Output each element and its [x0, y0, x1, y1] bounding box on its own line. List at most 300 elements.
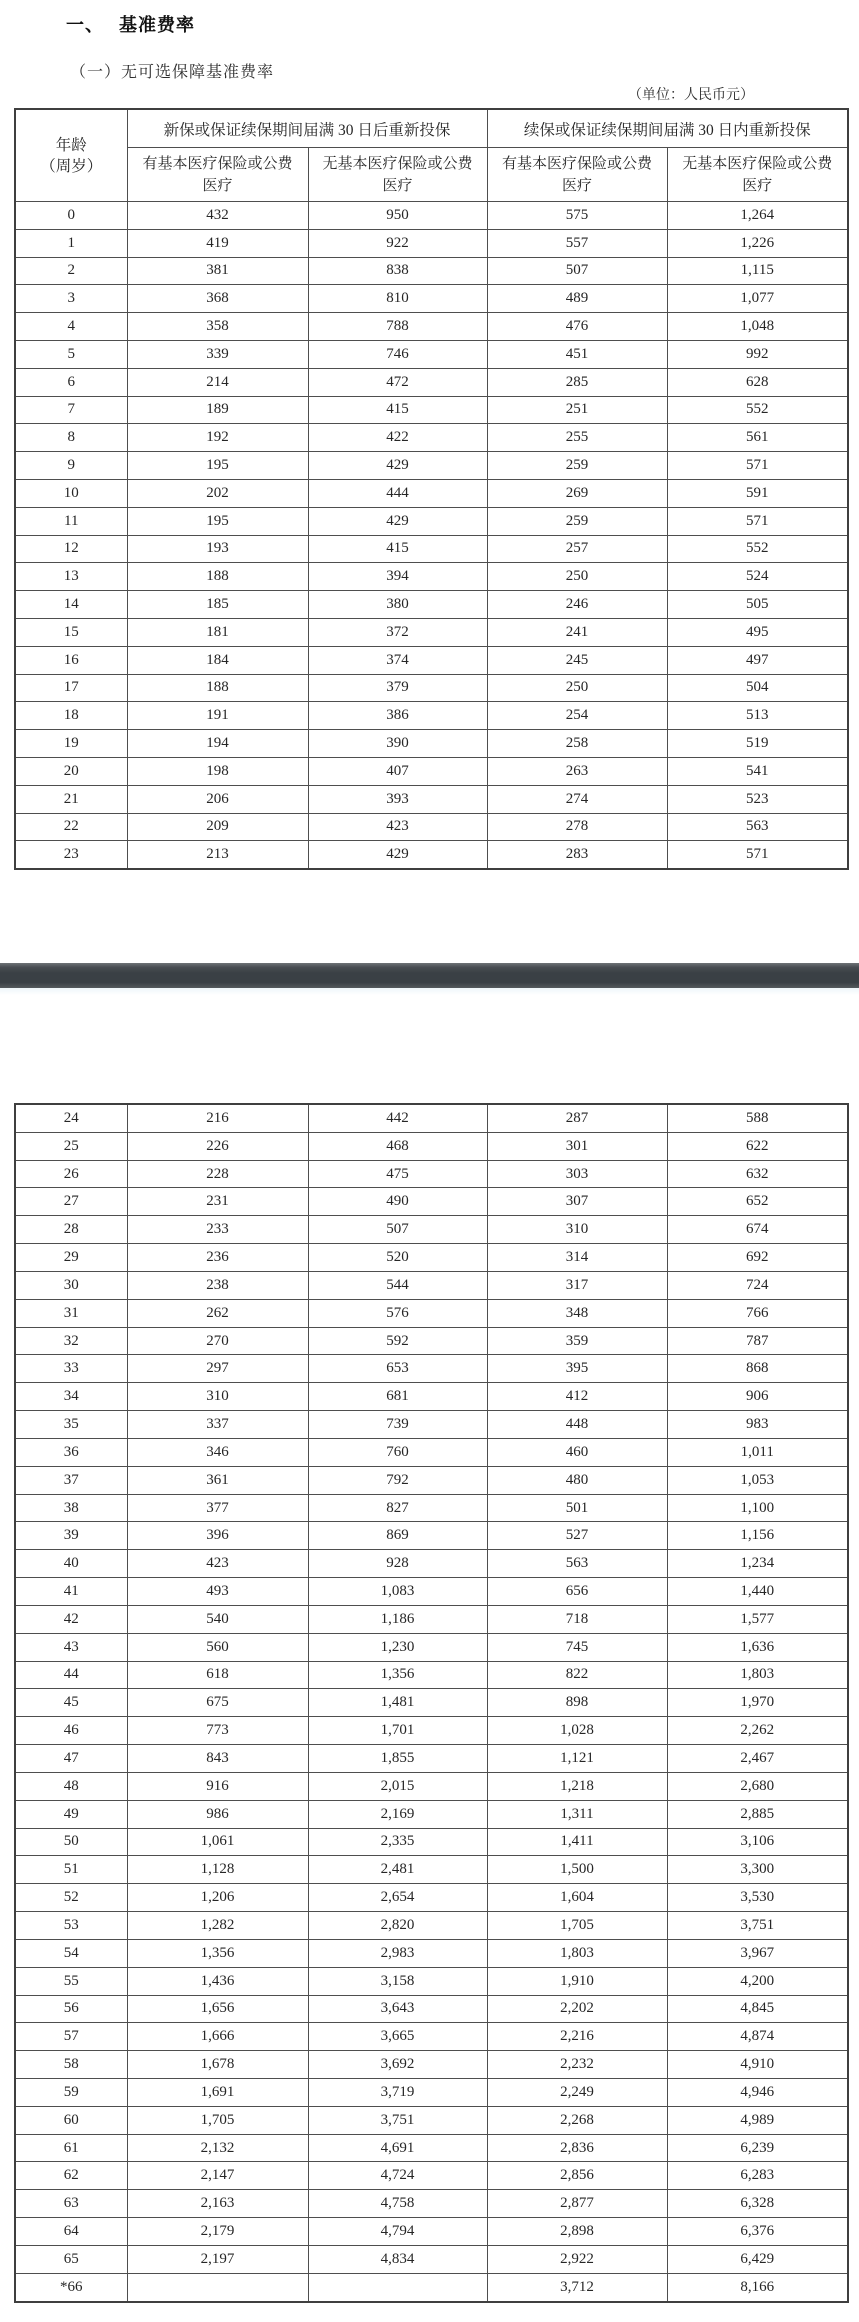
rate-cell: 3,719	[308, 2078, 487, 2106]
rate-cell: 2,132	[127, 2134, 308, 2162]
age-cell: 6	[15, 368, 127, 396]
rate-cell: 843	[127, 1745, 308, 1773]
rate-cell: 394	[308, 563, 487, 591]
rate-cell: 1,128	[127, 1856, 308, 1884]
age-cell: 50	[15, 1828, 127, 1856]
rate-cell: 2,836	[487, 2134, 667, 2162]
age-cell: 31	[15, 1299, 127, 1327]
rate-cell: 1,803	[487, 1939, 667, 1967]
rate-cell: 1,218	[487, 1772, 667, 1800]
age-cell: 37	[15, 1466, 127, 1494]
table-row	[15, 1772, 848, 1800]
rate-cell: 4,794	[308, 2218, 487, 2246]
rate-cell: 213	[127, 841, 308, 869]
table-row	[15, 1411, 848, 1439]
rate-cell: 460	[487, 1438, 667, 1466]
rate-cell: 6,429	[667, 2245, 848, 2273]
age-cell: 46	[15, 1717, 127, 1745]
age-cell: 59	[15, 2078, 127, 2106]
rate-cell: 6,239	[667, 2134, 848, 2162]
table-row	[15, 1745, 848, 1773]
table-row	[15, 1578, 848, 1606]
age-cell: 21	[15, 785, 127, 813]
rate-cell: 283	[487, 841, 667, 869]
age-cell: 58	[15, 2051, 127, 2079]
rate-cell: 3,643	[308, 1995, 487, 2023]
rate-cell: 257	[487, 535, 667, 563]
rate-cell: 310	[487, 1216, 667, 1244]
rate-cell: 419	[127, 229, 308, 257]
rate-cell: 226	[127, 1132, 308, 1160]
rate-cell: 718	[487, 1605, 667, 1633]
rate-cell: 675	[127, 1689, 308, 1717]
rate-cell: 6,376	[667, 2218, 848, 2246]
header-sub-row	[15, 148, 848, 202]
rate-cell: 541	[667, 757, 848, 785]
rate-cell: 3,106	[667, 1828, 848, 1856]
rate-cell: 194	[127, 730, 308, 758]
table-row	[15, 2023, 848, 2051]
rate-cell: 2,983	[308, 1939, 487, 1967]
rate-cell: 497	[667, 646, 848, 674]
age-cell: 33	[15, 1355, 127, 1383]
rate-cell: 544	[308, 1271, 487, 1299]
rate-cell: 379	[308, 674, 487, 702]
rate-cell: 766	[667, 1299, 848, 1327]
age-cell: 23	[15, 841, 127, 869]
rate-cell: 787	[667, 1327, 848, 1355]
rate-cell: 2,163	[127, 2190, 308, 2218]
age-cell: 27	[15, 1188, 127, 1216]
rate-cell: 2,262	[667, 1717, 848, 1745]
rate-cell: 422	[308, 424, 487, 452]
rate-cell: 6,283	[667, 2162, 848, 2190]
rate-cell: 233	[127, 1216, 308, 1244]
age-cell: 41	[15, 1578, 127, 1606]
rate-cell: 3,665	[308, 2023, 487, 2051]
rate-cell: 2,877	[487, 2190, 667, 2218]
rate-cell: 540	[127, 1605, 308, 1633]
age-cell: 16	[15, 646, 127, 674]
rate-cell: 1,436	[127, 1967, 308, 1995]
table-row	[15, 1355, 848, 1383]
rate-cell: 246	[487, 591, 667, 619]
table-row	[15, 1271, 848, 1299]
rate-cell: 1,500	[487, 1856, 667, 1884]
rate-cell: 2,147	[127, 2162, 308, 2190]
rate-cell: 1,077	[667, 285, 848, 313]
section-number: 一、	[66, 15, 104, 35]
rate-cell: 415	[308, 535, 487, 563]
table-row	[15, 1689, 848, 1717]
rate-cell: 1,264	[667, 202, 848, 230]
table-row	[15, 1438, 848, 1466]
table-row	[15, 785, 848, 813]
age-cell: 28	[15, 1216, 127, 1244]
age-cell: 61	[15, 2134, 127, 2162]
rate-cell: 1,577	[667, 1605, 848, 1633]
rate-cell: 916	[127, 1772, 308, 1800]
age-cell: 51	[15, 1856, 127, 1884]
table-row	[15, 1800, 848, 1828]
rate-cell: 216	[127, 1104, 308, 1132]
age-cell: 4	[15, 313, 127, 341]
age-cell: 3	[15, 285, 127, 313]
rate-cell: 1,186	[308, 1605, 487, 1633]
rate-cell: 869	[308, 1522, 487, 1550]
rate-cell: 214	[127, 368, 308, 396]
rate-cell: 1,440	[667, 1578, 848, 1606]
age-cell: 13	[15, 563, 127, 591]
rate-cell: 4,910	[667, 2051, 848, 2079]
rate-cell: 563	[667, 813, 848, 841]
rate-cell: 184	[127, 646, 308, 674]
rate-cell: 361	[127, 1466, 308, 1494]
rate-cell: 209	[127, 813, 308, 841]
rate-cell: 571	[667, 452, 848, 480]
age-cell: 14	[15, 591, 127, 619]
rate-cell: 2,856	[487, 2162, 667, 2190]
table-row	[15, 702, 848, 730]
rate-cell: 263	[487, 757, 667, 785]
age-cell: 12	[15, 535, 127, 563]
rate-cell: 4,834	[308, 2245, 487, 2273]
age-label-line1: 年龄	[55, 136, 87, 154]
rate-cell: 1,121	[487, 1745, 667, 1773]
rate-cell: 310	[127, 1383, 308, 1411]
rate-cell: 746	[308, 340, 487, 368]
rate-cell: 4,989	[667, 2106, 848, 2134]
unit-note: （单位：人民币元）	[628, 88, 754, 103]
rate-cell: 507	[308, 1216, 487, 1244]
rate-cell: 285	[487, 368, 667, 396]
rate-cell: 4,200	[667, 1967, 848, 1995]
table-body-page1	[15, 202, 848, 870]
rate-cell: 255	[487, 424, 667, 452]
age-cell: 39	[15, 1522, 127, 1550]
table-header	[15, 109, 848, 202]
age-cell: 15	[15, 618, 127, 646]
table-body-page2	[15, 1104, 848, 2302]
age-cell: 29	[15, 1244, 127, 1272]
rate-cell	[127, 2273, 308, 2301]
table-row	[15, 1828, 848, 1856]
table-row	[15, 1550, 848, 1578]
rate-cell: 868	[667, 1355, 848, 1383]
rate-cell: 822	[487, 1661, 667, 1689]
rate-cell: 4,845	[667, 1995, 848, 2023]
rate-cell: 1,048	[667, 313, 848, 341]
rate-cell: 571	[667, 841, 848, 869]
table-row	[15, 424, 848, 452]
rate-cell: 395	[487, 1355, 667, 1383]
age-cell: 55	[15, 1967, 127, 1995]
rate-cell: 1,061	[127, 1828, 308, 1856]
subheader-without-insurance-1: 无基本医疗保险或公费医疗	[308, 148, 487, 202]
rate-cell: 270	[127, 1327, 308, 1355]
table-row	[15, 618, 848, 646]
rate-cell: 1,011	[667, 1438, 848, 1466]
age-cell: 49	[15, 1800, 127, 1828]
pdf-page-separator-shadow	[0, 988, 859, 995]
rate-cell: 561	[667, 424, 848, 452]
rate-cell: 195	[127, 507, 308, 535]
rate-cell: 501	[487, 1494, 667, 1522]
age-cell: 18	[15, 702, 127, 730]
rate-cell: 259	[487, 507, 667, 535]
rate-cell: 2,654	[308, 1884, 487, 1912]
rate-cell: 191	[127, 702, 308, 730]
rate-cell: 423	[127, 1550, 308, 1578]
age-label-line2: （周岁）	[40, 157, 103, 175]
rate-cell: 504	[667, 674, 848, 702]
rate-cell: 346	[127, 1438, 308, 1466]
table-row	[15, 1717, 848, 1745]
rate-cell: 2,202	[487, 1995, 667, 2023]
rate-cell: 476	[487, 313, 667, 341]
rate-cell: 423	[308, 813, 487, 841]
rate-cell: 950	[308, 202, 487, 230]
age-cell: 57	[15, 2023, 127, 2051]
rate-cell: 1,356	[127, 1939, 308, 1967]
rate-cell: 2,268	[487, 2106, 667, 2134]
table-row	[15, 1856, 848, 1884]
table-row	[15, 1244, 848, 1272]
rate-cell: 181	[127, 618, 308, 646]
rate-cell: 2,179	[127, 2218, 308, 2246]
rate-cell: 4,946	[667, 2078, 848, 2106]
age-cell: 34	[15, 1383, 127, 1411]
table-row	[15, 507, 848, 535]
rate-cell: 429	[308, 452, 487, 480]
table-row	[15, 813, 848, 841]
rate-cell: 193	[127, 535, 308, 563]
rate-cell: 269	[487, 479, 667, 507]
rate-cell: 1,156	[667, 1522, 848, 1550]
rate-cell: 552	[667, 396, 848, 424]
rate-cell: 792	[308, 1466, 487, 1494]
header-group-new-policy: 新保或保证续保期间届满 30 日后重新投保	[127, 109, 487, 148]
rate-cell: 1,803	[667, 1661, 848, 1689]
table-row	[15, 396, 848, 424]
table-row	[15, 841, 848, 869]
rate-cell: 898	[487, 1689, 667, 1717]
rate-cell: 1,234	[667, 1550, 848, 1578]
rate-cell: 575	[487, 202, 667, 230]
rate-cell: 2,335	[308, 1828, 487, 1856]
rate-cell: 238	[127, 1271, 308, 1299]
rate-cell: 202	[127, 479, 308, 507]
table-row	[15, 2190, 848, 2218]
table-row	[15, 1661, 848, 1689]
rate-cell: 592	[308, 1327, 487, 1355]
rate-cell: 557	[487, 229, 667, 257]
base-rate-table-page2	[14, 1103, 849, 2303]
rate-cell: 3,751	[308, 2106, 487, 2134]
rate-cell: 520	[308, 1244, 487, 1272]
rate-cell: 745	[487, 1633, 667, 1661]
age-cell: 11	[15, 507, 127, 535]
rate-cell: 922	[308, 229, 487, 257]
rate-cell: 591	[667, 479, 848, 507]
age-cell: 30	[15, 1271, 127, 1299]
table-row	[15, 1216, 848, 1244]
age-cell: 35	[15, 1411, 127, 1439]
table-row	[15, 1160, 848, 1188]
rate-cell: 250	[487, 674, 667, 702]
rate-cell: 2,249	[487, 2078, 667, 2106]
rate-cell: 2,680	[667, 1772, 848, 1800]
rate-cell: 2,898	[487, 2218, 667, 2246]
rate-cell: 519	[667, 730, 848, 758]
age-cell: 62	[15, 2162, 127, 2190]
rate-cell: 317	[487, 1271, 667, 1299]
rate-cell: 489	[487, 285, 667, 313]
rate-cell: 1,666	[127, 2023, 308, 2051]
rate-cell: 588	[667, 1104, 848, 1132]
rate-cell: 628	[667, 368, 848, 396]
age-cell: 25	[15, 1132, 127, 1160]
rate-cell: 2,169	[308, 1800, 487, 1828]
rate-cell: 358	[127, 313, 308, 341]
rate-cell: 6,328	[667, 2190, 848, 2218]
age-cell: 20	[15, 757, 127, 785]
rate-cell: 928	[308, 1550, 487, 1578]
table-row	[15, 1995, 848, 2023]
age-cell: 53	[15, 1912, 127, 1940]
rate-cell: 2,820	[308, 1912, 487, 1940]
rate-cell: 2,481	[308, 1856, 487, 1884]
rate-cell: 653	[308, 1355, 487, 1383]
age-cell: 42	[15, 1605, 127, 1633]
table-row	[15, 730, 848, 758]
rate-cell: 451	[487, 340, 667, 368]
rate-cell: 442	[308, 1104, 487, 1132]
age-cell: 52	[15, 1884, 127, 1912]
rate-cell: 560	[127, 1633, 308, 1661]
rate-cell: 632	[667, 1160, 848, 1188]
table-row	[15, 257, 848, 285]
rate-cell: 1,311	[487, 1800, 667, 1828]
rate-cell: 307	[487, 1188, 667, 1216]
table-row	[15, 368, 848, 396]
table-row	[15, 1633, 848, 1661]
rate-cell: 386	[308, 702, 487, 730]
rate-cell: 192	[127, 424, 308, 452]
section-title	[66, 11, 195, 37]
rate-cell: 1,282	[127, 1912, 308, 1940]
rate-cell: 287	[487, 1104, 667, 1132]
rate-cell: 3,712	[487, 2273, 667, 2301]
rate-cell: 429	[308, 841, 487, 869]
age-cell: 19	[15, 730, 127, 758]
age-cell: 56	[15, 1995, 127, 2023]
rate-cell: 1,356	[308, 1661, 487, 1689]
rate-cell: 495	[667, 618, 848, 646]
age-cell: 9	[15, 452, 127, 480]
table-row	[15, 1912, 848, 1940]
subheader-with-insurance-1: 有基本医疗保险或公费医疗	[127, 148, 308, 202]
table-row	[15, 313, 848, 341]
rate-cell: 448	[487, 1411, 667, 1439]
rate-cell: 1,604	[487, 1884, 667, 1912]
table-row	[15, 452, 848, 480]
rate-cell: 4,874	[667, 2023, 848, 2051]
age-cell: 45	[15, 1689, 127, 1717]
table-row	[15, 2218, 848, 2246]
rate-cell: 2,467	[667, 1745, 848, 1773]
rate-cell: 986	[127, 1800, 308, 1828]
rate-cell: 188	[127, 563, 308, 591]
rate-cell: 2,232	[487, 2051, 667, 2079]
rate-cell: 412	[487, 1383, 667, 1411]
table-row	[15, 535, 848, 563]
rate-cell: 760	[308, 1438, 487, 1466]
age-column-header	[15, 109, 127, 202]
rate-cell: 1,701	[308, 1717, 487, 1745]
table-row	[15, 1494, 848, 1522]
rate-cell: 348	[487, 1299, 667, 1327]
table-row	[15, 757, 848, 785]
rate-cell: 372	[308, 618, 487, 646]
table-row	[15, 1383, 848, 1411]
rate-cell: 2,197	[127, 2245, 308, 2273]
rate-cell: 8,166	[667, 2273, 848, 2301]
rate-cell: 475	[308, 1160, 487, 1188]
rate-cell: 195	[127, 452, 308, 480]
rate-cell: 505	[667, 591, 848, 619]
rate-cell: 1,100	[667, 1494, 848, 1522]
rate-cell: 188	[127, 674, 308, 702]
table-row	[15, 285, 848, 313]
table-row	[15, 1299, 848, 1327]
rate-cell: 396	[127, 1522, 308, 1550]
rate-cell: 3,300	[667, 1856, 848, 1884]
subsection-title: （一）无可选保障基准费率	[70, 64, 275, 81]
age-cell: 43	[15, 1633, 127, 1661]
rate-cell: 788	[308, 313, 487, 341]
rate-cell: 468	[308, 1132, 487, 1160]
rate-cell: 838	[308, 257, 487, 285]
rate-cell: 4,724	[308, 2162, 487, 2190]
rate-cell: 563	[487, 1550, 667, 1578]
rate-cell: 259	[487, 452, 667, 480]
rate-cell: 1,226	[667, 229, 848, 257]
rate-cell: 2,015	[308, 1772, 487, 1800]
age-cell: 10	[15, 479, 127, 507]
header-group-renewal: 续保或保证续保期间届满 30 日内重新投保	[487, 109, 848, 148]
rate-cell: 552	[667, 535, 848, 563]
age-cell: *66	[15, 2273, 127, 2301]
rate-cell: 206	[127, 785, 308, 813]
rate-cell: 622	[667, 1132, 848, 1160]
rate-cell: 1,705	[487, 1912, 667, 1940]
rate-cell: 228	[127, 1160, 308, 1188]
rate-cell: 185	[127, 591, 308, 619]
table-row	[15, 2273, 848, 2301]
rate-cell: 472	[308, 368, 487, 396]
table-row	[15, 646, 848, 674]
rate-cell: 393	[308, 785, 487, 813]
rate-cell: 681	[308, 1383, 487, 1411]
table-row	[15, 1967, 848, 1995]
age-cell: 64	[15, 2218, 127, 2246]
age-cell: 65	[15, 2245, 127, 2273]
table-row	[15, 674, 848, 702]
rate-cell: 374	[308, 646, 487, 674]
rate-cell: 571	[667, 507, 848, 535]
table-row	[15, 1104, 848, 1132]
